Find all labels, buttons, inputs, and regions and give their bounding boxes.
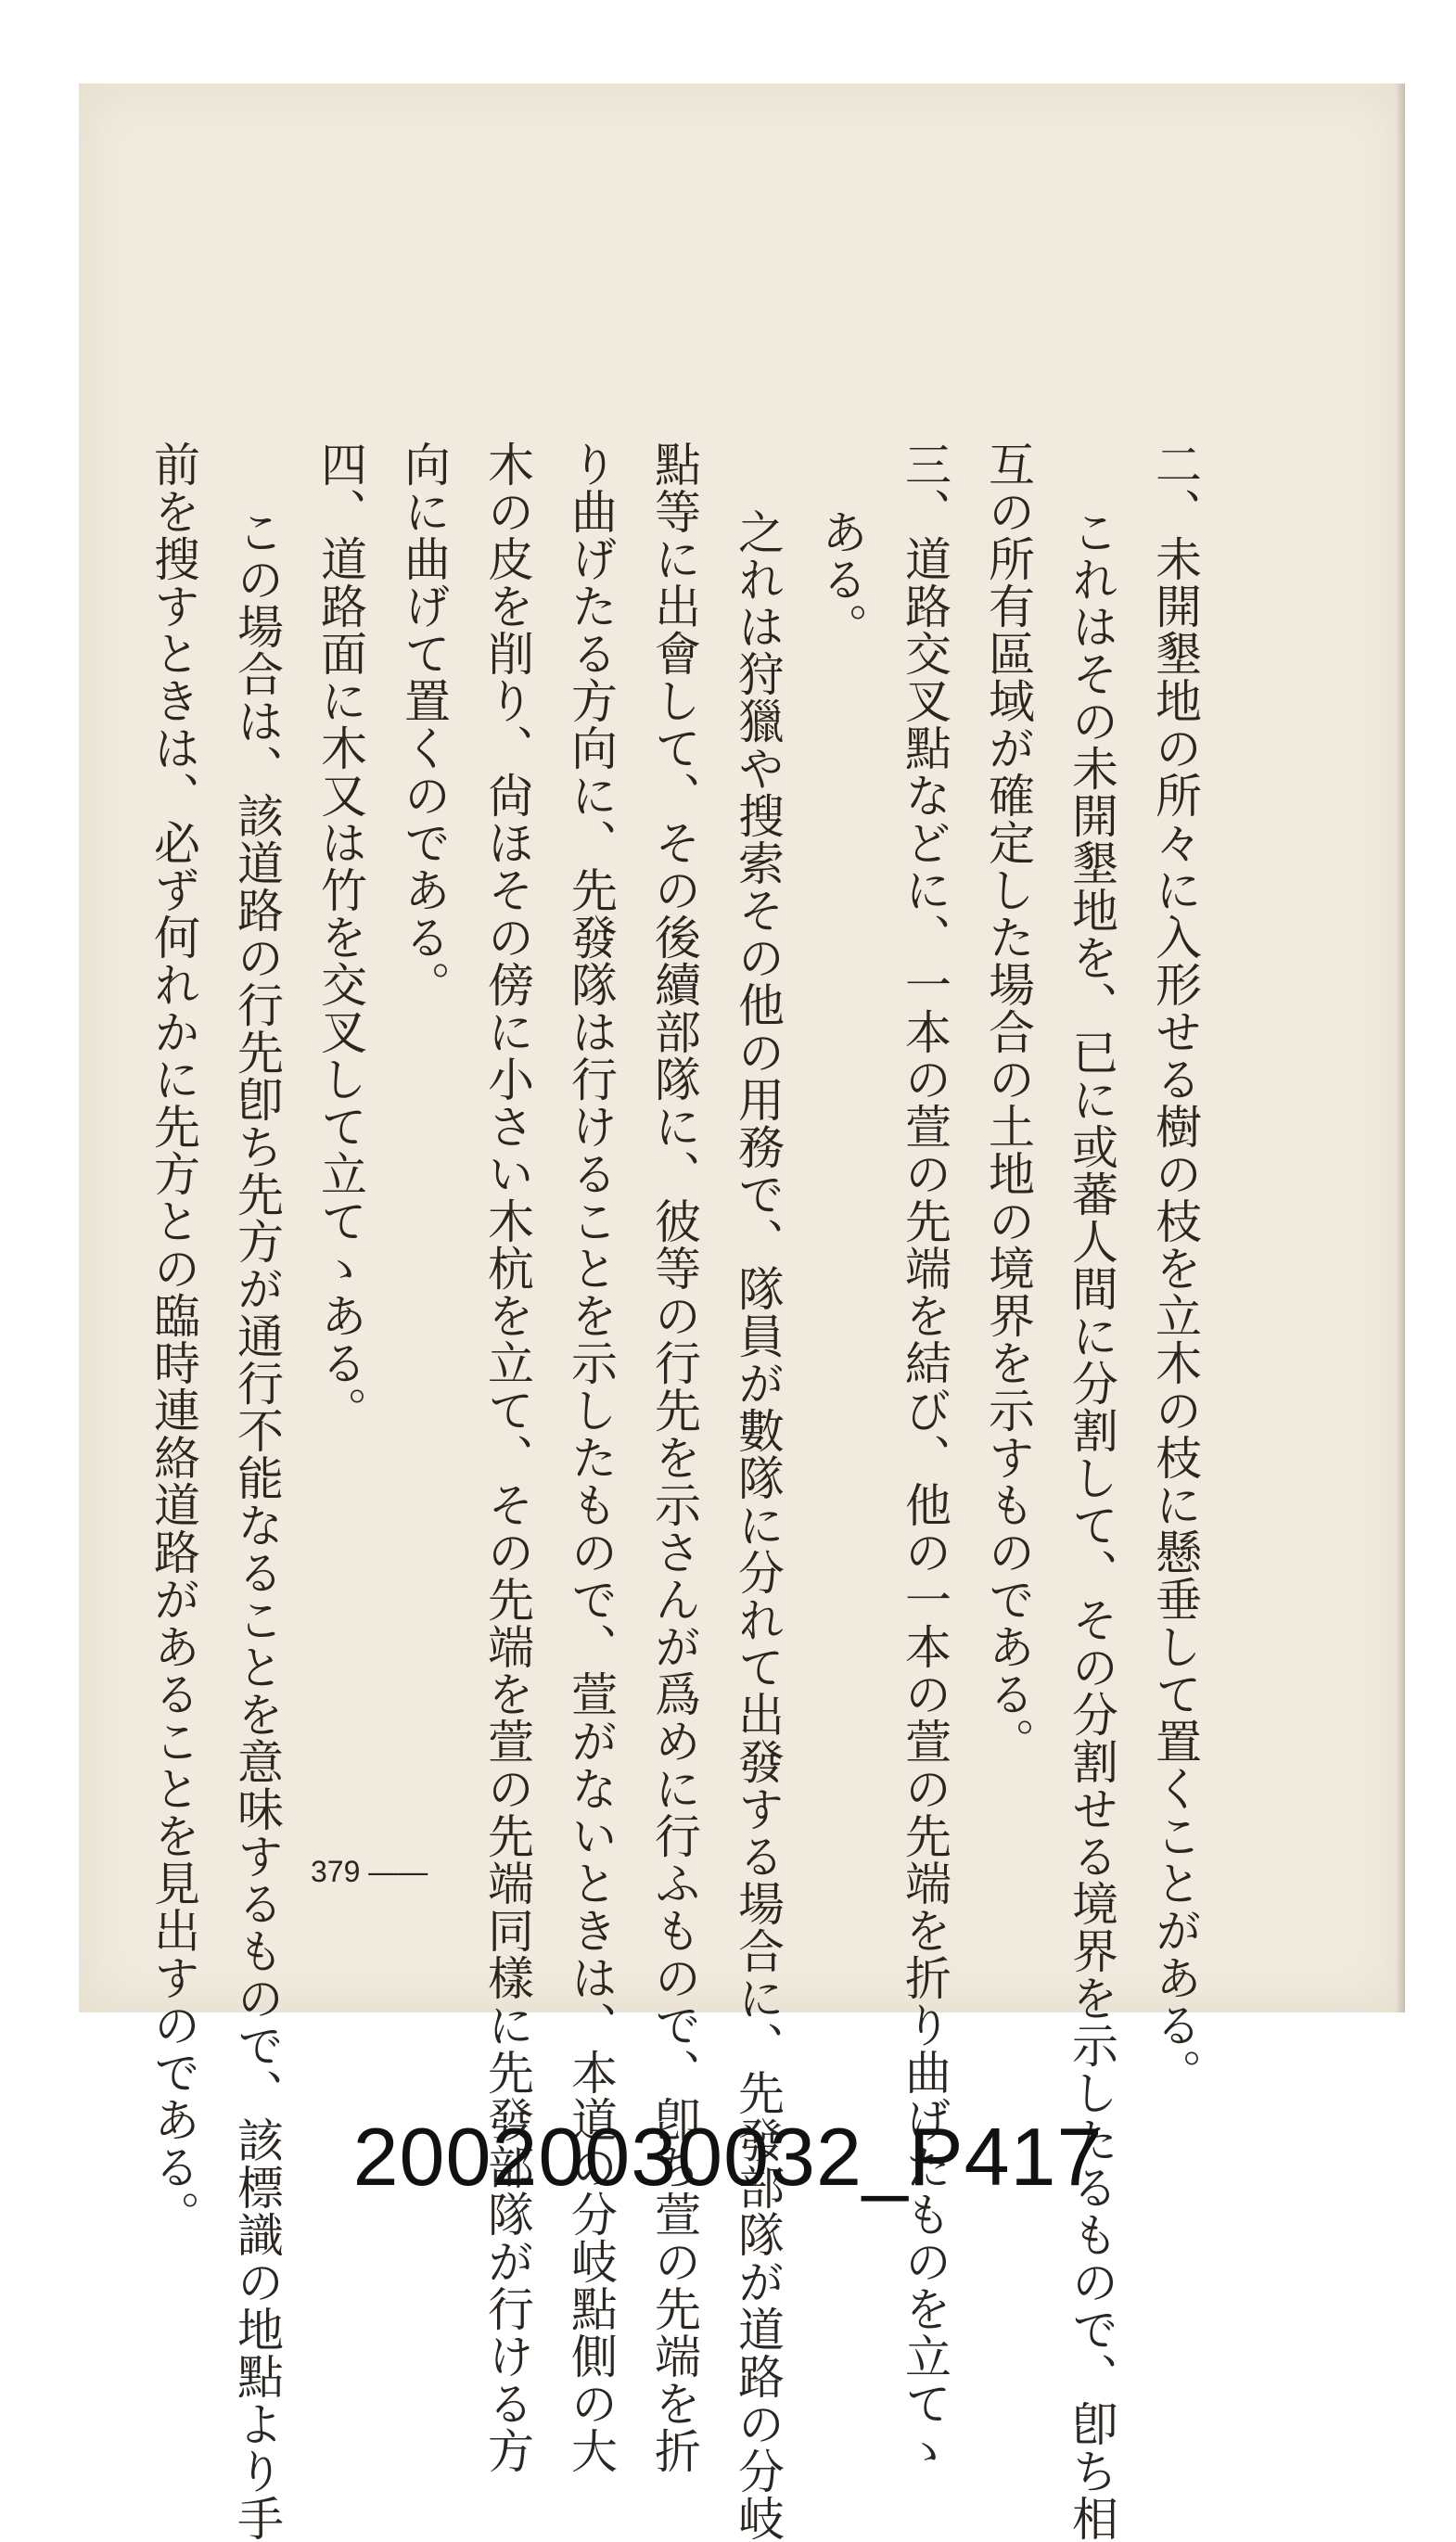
text-column-2: これはその未開墾地を、已に或蕃人間に分割して、その分割せる境界を示したるもので、卽ち相: [1065, 507, 1118, 2542]
text-column-4: 三、道路交叉點などに、一本の萱の先端を結び、他の一本の萱の先端を折り曲げたものを立てゝ: [898, 441, 952, 2474]
text-column-11: 四、道路面に木又は竹を交叉して立てゝある。: [313, 441, 367, 1434]
text-column-10: 向に曲げて置くのである。: [397, 441, 451, 1008]
text-column-13: 前を搜すときは、必ず何れかに先方との臨時連絡道路があることを見出すのである。: [147, 441, 200, 2238]
text-column-6: 之れは狩獵や搜索その他の用務で、隊員が數隊に分れて出發する場合に、先發部隊が道路の分岐: [731, 507, 785, 2542]
text-column-12: この場合は、該道路の行先卽ち先方が通行不能なることを意味するもので、該標識の地點より手: [230, 507, 284, 2542]
text-column-9: 木の皮を削り、尙ほその傍に小さい木杭を立て、その先端を萱の先端同樣に先發部隊が行ける方: [480, 441, 534, 2474]
text-column-5: ある。: [814, 507, 868, 650]
text-column-8: り曲げたる方向に、先發隊は行けることを示したもので、萱がないときは、本道の分岐點側の大: [564, 441, 618, 2474]
page-number: 379 ——: [311, 1855, 428, 1888]
text-column-1: 二、未開墾地の所々に入形せる樹の枝を立木の枝に懸垂して置くことがある。: [1148, 441, 1202, 2096]
archive-id-caption: 20020030032_P417: [352, 2111, 1104, 2203]
text-column-3: 互の所有區域が確定した場合の土地の境界を示すものである。: [981, 441, 1035, 1765]
text-column-7: 點等に出會して、その後續部隊に、彼等の行先を示さんが爲めに行ふもので、卽ち萱の先端を折: [647, 441, 701, 2474]
